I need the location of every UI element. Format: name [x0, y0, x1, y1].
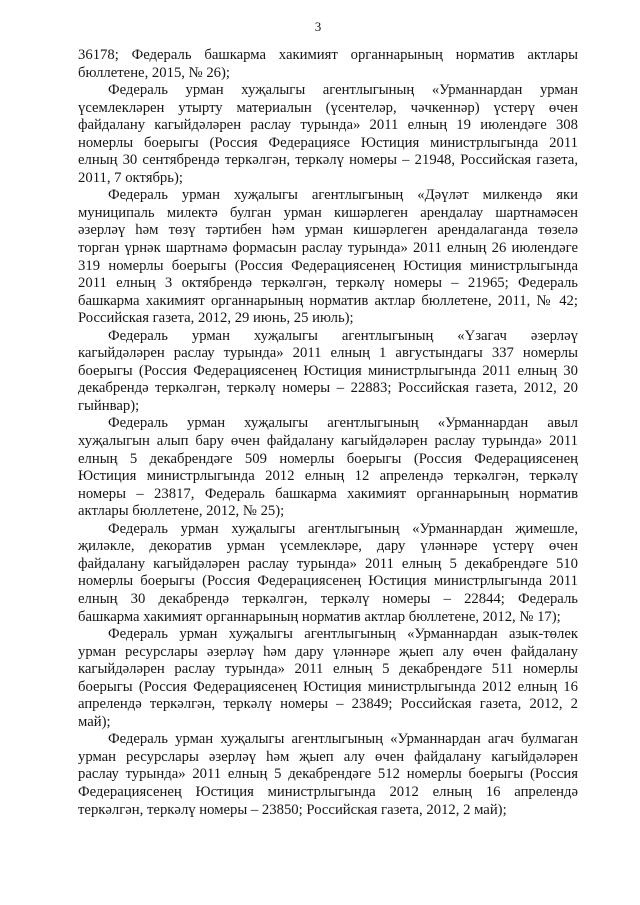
text-line: 2011 елның 3 октябрендә теркәлгән, теркәлү номеры – 21965; Федераль	[78, 275, 578, 292]
text-line: елның 30 декабрендә теркәлгән, теркәлү номеры – 22844; Федераль	[78, 590, 578, 607]
text-line: Федераль урман хуҗалыгы агентлыгының «Урманнардан җимешле,	[108, 520, 578, 537]
text-line: декабрендә теркәлгән, теркәлү номеры – 22883; Российская газета, 2012, 20	[78, 380, 578, 397]
document-body	[78, 47, 578, 819]
paragraph	[78, 328, 578, 416]
text-line: урман ресурслары әзерләү һәм дару үләннәре җыеп алу өчен файдалану	[78, 643, 578, 660]
text-line: номерлы боерыгы (Россия Федерациясе Юстиция министрлыгында 2011	[78, 134, 578, 151]
text-line: Федераль урман хуҗалыгы агентлыгының «Урманнардан азык-төлек	[108, 626, 578, 643]
text-line: Федераль урман хуҗалыгы агентлыгының «Урманнардан авыл	[108, 415, 578, 432]
text-line: муниципаль милектә булган урман кишәрлеген арендалау шартнамәсен	[78, 204, 578, 221]
text-line: номерлы боерыгы (Россия Федерациясенең Юстиция министрлыгында 2011	[78, 573, 578, 590]
text-line: файдалану кагыйдәләрен раслау турында» 2011 елның 19 июлендәге 308	[78, 117, 578, 134]
text-line: апрелендә теркәлгән, теркәлү номеры – 23849; Российская газета, 2012, 2	[78, 696, 578, 713]
paragraph	[78, 47, 578, 82]
text-line: 319 номерлы боерыгы (Россия Федерациясенең Юстиция министрлыгында	[78, 257, 578, 274]
text-line: Российская газета, 2012, 29 июнь, 25 июль);	[78, 310, 354, 327]
text-line: елның 5 декабрендәге 509 номерлы боерыгы (Россия Федерациясенең	[78, 450, 578, 467]
text-line: 2011, 7 октябрь);	[78, 169, 183, 186]
text-line: Федерациясенең Юстиция министрлыгында 2012 елның 16 апрелендә	[78, 783, 578, 800]
text-line: башкарма хакимият органнарының норматив актлар бюллетене, 2012, № 17);	[78, 608, 561, 625]
text-line: җиләкле, декоратив урман үсемлекләре, дару үләннәре үстерү өчен	[78, 538, 578, 555]
text-line: теркәлгән, теркәлү номеры – 23850; Российская газета, 2012, 2 май);	[78, 801, 507, 818]
text-line: үсемлекләрен утырту материалын (үсентеләр, чәчкеннәр) үстерү өчен	[78, 99, 578, 116]
text-line: башкарма хакимият органнарының норматив актлар бюллетене, 2011, № 42;	[78, 292, 578, 309]
text-line: Федераль урман хуҗалыгы агентлыгының «Урманнардан урман	[108, 82, 578, 99]
text-line: боерыгы (Россия Федерациясенең Юстиция министрлыгында 2012 елның 16	[78, 678, 578, 695]
text-line: хуҗалыгын алып бару өчен файдалану кагыйдәләрен раслау турында» 2011	[78, 433, 578, 450]
paragraph	[78, 731, 578, 819]
paragraph	[78, 626, 578, 731]
page-number: 3	[314, 19, 322, 34]
text-line: раслау турында» 2011 елның 5 декабрендәге 512 номерлы боерыгы (Россия	[78, 766, 578, 783]
paragraph	[78, 415, 578, 520]
paragraph	[78, 521, 578, 626]
text-line: елның 30 сентябрендә теркәлгән, теркәлү номеры – 21948, Российская газета,	[78, 152, 578, 169]
paragraph	[78, 82, 578, 187]
text-line: боерыгы (Россия Федерациясенең Юстиция министрлыгында 2011 елның 30	[78, 362, 578, 379]
text-line: бюллетене, 2015, № 26);	[78, 64, 230, 81]
text-line: май);	[78, 713, 111, 730]
text-line: кагыйдәләрен раслау турында» 2011 елның 1 августындагы 337 номерлы	[78, 345, 578, 362]
text-line: Федераль урман хуҗалыгы агентлыгының «Дәүләт милкендә яки	[108, 187, 578, 204]
text-line: Федераль урман хуҗалыгы агентлыгының «Урманнардан агач булмаган	[108, 731, 578, 748]
text-line: урман ресурслары әзерләү һәм җыеп алу өчен файдалану кагыйдәләрен	[78, 748, 578, 765]
text-line: файдалану кагыйдәләрен раслау турында» 2011 елның 5 декабрендәге 510	[78, 555, 578, 572]
text-line: Юстиция министрлыгында 2012 елның 12 апрелендә теркәлгән, теркәлү	[78, 468, 578, 485]
text-line: әзерләү һәм төзү тәртибен һәм урман кишәрлеген арендалаганда төзелә	[78, 222, 578, 239]
text-line: гыйнвар);	[78, 397, 140, 414]
text-line: кагыйдәләрен раслау турында» 2011 елның 5 декабрендәге 511 номерлы	[78, 661, 578, 678]
text-line: 36178; Федераль башкарма хакимият органнарының норматив актлары	[78, 47, 578, 63]
text-line: Федераль урман хуҗалыгы агентлыгының «Үзагач әзерләү	[108, 327, 578, 344]
text-line: актлары бюллетене, 2012, № 25);	[78, 503, 285, 520]
text-line: торган үрнәк шартнамә формасын раслау турында» 2011 елның 26 июлендәге	[78, 240, 578, 257]
paragraph	[78, 187, 578, 327]
text-line: номеры – 23817, Федераль башкарма хакимият органнарының норматив	[78, 485, 578, 502]
